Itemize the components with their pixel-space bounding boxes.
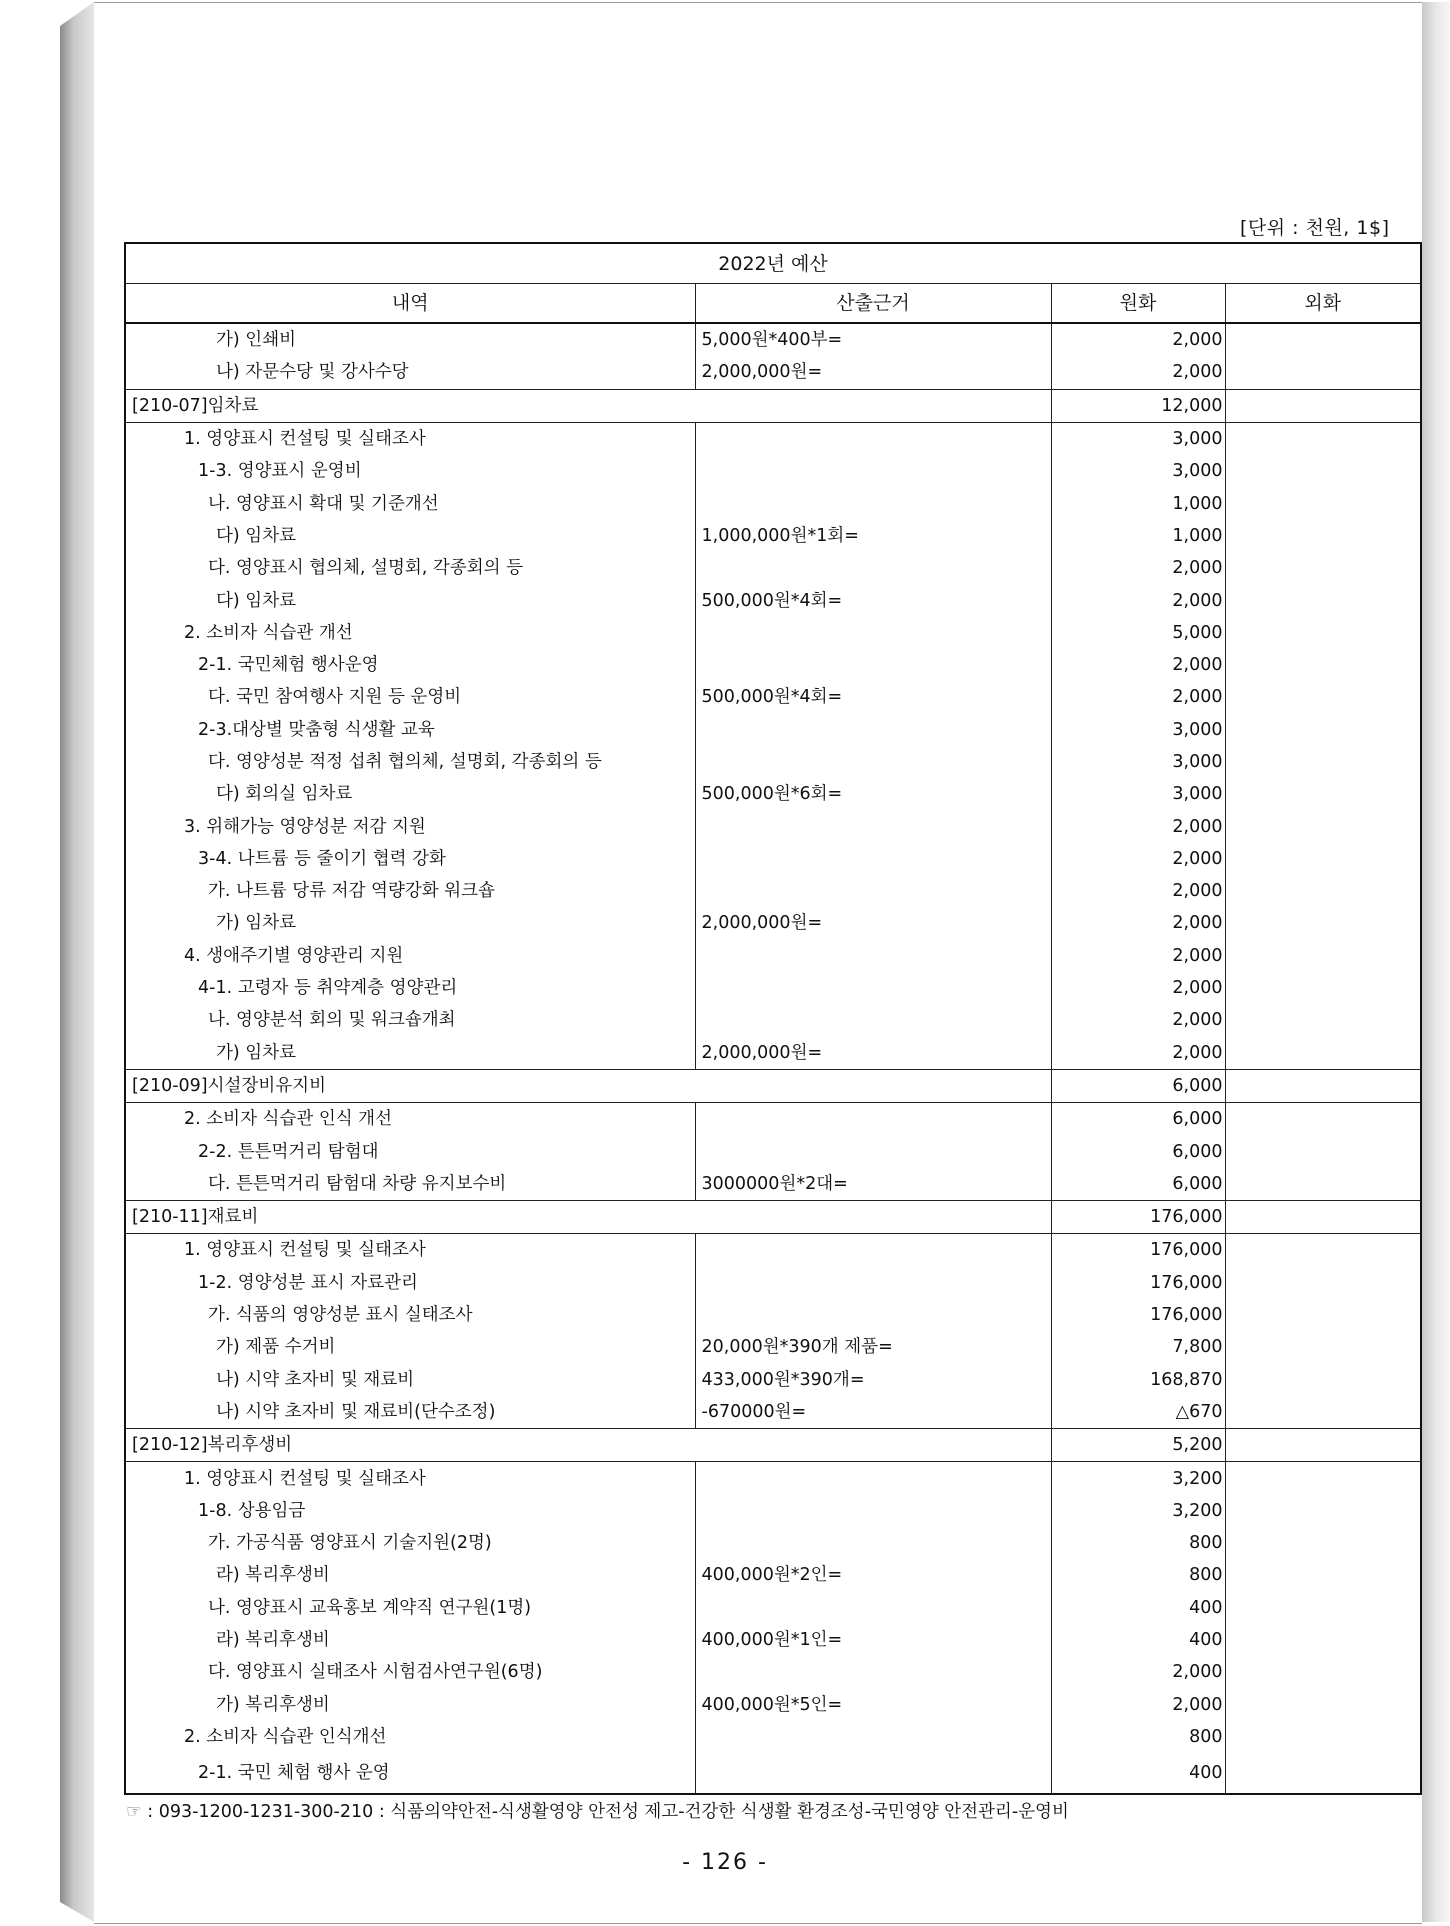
krw-amount-cell: 2,000: [1051, 1656, 1225, 1688]
table-title: 2022년 예산: [125, 243, 1421, 284]
column-header-item: 내역: [125, 284, 695, 324]
fx-amount-cell: [1225, 907, 1421, 939]
basis-cell: 20,000원*390개 제품=: [695, 1331, 1051, 1363]
fx-amount-cell: [1225, 714, 1421, 746]
table-row: [125, 1299, 1421, 1331]
basis-cell: [695, 1004, 1051, 1036]
basis-cell: 500,000원*6회=: [695, 778, 1051, 810]
krw-amount-cell: 2,000: [1051, 681, 1225, 713]
krw-amount-cell: 3,000: [1051, 746, 1225, 778]
item-cell: 다) 회의실 임차료: [125, 778, 695, 810]
basis-cell: 3000000원*2대=: [695, 1168, 1051, 1201]
krw-amount-cell: 2,000: [1051, 907, 1225, 939]
table-row: [125, 1364, 1421, 1396]
table-row: [125, 810, 1421, 842]
table-row: [125, 714, 1421, 746]
basis-cell: [695, 1721, 1051, 1753]
item-cell: 1-2. 영양성분 표시 자료관리: [125, 1267, 695, 1299]
fx-amount-cell: [1225, 1364, 1421, 1396]
fx-amount-cell: [1225, 1201, 1421, 1234]
item-cell: 나. 영양표시 교육홍보 계약직 연구원(1명): [125, 1592, 695, 1624]
section-label: [210-11]재료비: [125, 1201, 1051, 1234]
basis-cell: [695, 1135, 1051, 1167]
basis-cell: [695, 1592, 1051, 1624]
table-row: [125, 649, 1421, 681]
table-row: [125, 520, 1421, 552]
krw-amount-cell: 168,870: [1051, 1364, 1225, 1396]
fx-amount-cell: [1225, 875, 1421, 907]
fx-amount-cell: [1225, 323, 1421, 356]
fx-amount-cell: [1225, 1103, 1421, 1136]
fx-amount-cell: [1225, 552, 1421, 584]
page-number: - 126 -: [682, 1850, 768, 1875]
basis-cell: 2,000,000원=: [695, 907, 1051, 939]
krw-amount-cell: 2,000: [1051, 940, 1225, 972]
fx-amount-cell: [1225, 1495, 1421, 1527]
item-cell: 가) 제품 수거비: [125, 1331, 695, 1363]
item-cell: 2. 소비자 식습관 인식개선: [125, 1721, 695, 1753]
basis-cell: [695, 714, 1051, 746]
section-label: [210-09]시설장비유지비: [125, 1069, 1051, 1102]
column-header-krw: 원화: [1051, 284, 1225, 324]
item-cell: 1. 영양표시 컨설팅 및 실태조사: [125, 422, 695, 455]
table-row: [125, 1103, 1421, 1136]
basis-cell: [695, 1299, 1051, 1331]
item-cell: 가) 임차료: [125, 1037, 695, 1070]
basis-cell: 2,000,000원=: [695, 1037, 1051, 1070]
section-row: [125, 389, 1421, 422]
table-row: [125, 940, 1421, 972]
basis-cell: -670000원=: [695, 1396, 1051, 1429]
table-row: [125, 1331, 1421, 1363]
fx-amount-cell: [1225, 1234, 1421, 1267]
item-cell: 다. 영양표시 협의체, 설명회, 각종회의 등: [125, 552, 695, 584]
krw-amount-cell: 2,000: [1051, 875, 1225, 907]
krw-amount-cell: 400: [1051, 1592, 1225, 1624]
basis-cell: [695, 1527, 1051, 1559]
section-label: [210-07]임차료: [125, 389, 1051, 422]
basis-cell: [695, 1234, 1051, 1267]
basis-cell: [695, 1753, 1051, 1794]
fx-amount-cell: [1225, 1688, 1421, 1720]
item-cell: 가. 식품의 영양성분 표시 실태조사: [125, 1299, 695, 1331]
table-row: [125, 681, 1421, 713]
fx-amount-cell: [1225, 389, 1421, 422]
item-cell: 4. 생애주기별 영양관리 지원: [125, 940, 695, 972]
item-cell: 2. 소비자 식습관 개선: [125, 617, 695, 649]
table-row: [125, 1559, 1421, 1591]
krw-amount-cell: 3,000: [1051, 714, 1225, 746]
basis-cell: [695, 1103, 1051, 1136]
table-row: [125, 356, 1421, 389]
item-cell: 다) 임차료: [125, 520, 695, 552]
krw-amount-cell: 800: [1051, 1559, 1225, 1591]
krw-amount-cell: 2,000: [1051, 1037, 1225, 1070]
fx-amount-cell: [1225, 1656, 1421, 1688]
item-cell: 나) 자문수당 및 강사수당: [125, 356, 695, 389]
basis-cell: [695, 487, 1051, 519]
column-header-basis: 산출근거: [695, 284, 1051, 324]
table-row: [125, 907, 1421, 939]
table-row: [125, 1168, 1421, 1201]
item-cell: 3-4. 나트륨 등 줄이기 협력 강화: [125, 843, 695, 875]
krw-amount-cell: 6,000: [1051, 1069, 1225, 1102]
fx-amount-cell: [1225, 1004, 1421, 1036]
table-row: [125, 1462, 1421, 1495]
krw-amount-cell: 800: [1051, 1527, 1225, 1559]
basis-cell: [695, 1462, 1051, 1495]
basis-cell: [695, 972, 1051, 1004]
krw-amount-cell: 400: [1051, 1624, 1225, 1656]
fx-amount-cell: [1225, 1462, 1421, 1495]
fx-amount-cell: [1225, 972, 1421, 1004]
basis-cell: [695, 422, 1051, 455]
krw-amount-cell: 800: [1051, 1721, 1225, 1753]
item-cell: 2. 소비자 식습관 인식 개선: [125, 1103, 695, 1136]
item-cell: 1-8. 상용임금: [125, 1495, 695, 1527]
item-cell: 나. 영양표시 확대 및 기준개선: [125, 487, 695, 519]
table-row: [125, 1135, 1421, 1167]
item-cell: 나) 시약 초자비 및 재료비(단수조정): [125, 1396, 695, 1429]
table-row: [125, 1004, 1421, 1036]
basis-cell: 500,000원*4회=: [695, 584, 1051, 616]
table-row: [125, 1234, 1421, 1267]
table-row: [125, 1721, 1421, 1753]
krw-amount-cell: △670: [1051, 1396, 1225, 1429]
table-row: [125, 552, 1421, 584]
table-row: [125, 487, 1421, 519]
fx-amount-cell: [1225, 681, 1421, 713]
item-cell: 가) 임차료: [125, 907, 695, 939]
item-cell: 라) 복리후생비: [125, 1624, 695, 1656]
krw-amount-cell: 2,000: [1051, 972, 1225, 1004]
table-row: [125, 422, 1421, 455]
basis-cell: 433,000원*390개=: [695, 1364, 1051, 1396]
fx-amount-cell: [1225, 356, 1421, 389]
table-row: [125, 1495, 1421, 1527]
table-row: [125, 323, 1421, 356]
krw-amount-cell: 2,000: [1051, 649, 1225, 681]
table-row: [125, 1753, 1421, 1794]
krw-amount-cell: 5,200: [1051, 1429, 1225, 1462]
item-cell: 라) 복리후생비: [125, 1559, 695, 1591]
table-row: [125, 584, 1421, 616]
krw-amount-cell: 2,000: [1051, 843, 1225, 875]
table-row: [125, 843, 1421, 875]
basis-cell: 400,000원*2인=: [695, 1559, 1051, 1591]
krw-amount-cell: 6,000: [1051, 1168, 1225, 1201]
krw-amount-cell: 3,000: [1051, 778, 1225, 810]
basis-cell: 500,000원*4회=: [695, 681, 1051, 713]
fx-amount-cell: [1225, 487, 1421, 519]
item-cell: 1. 영양표시 컨설팅 및 실태조사: [125, 1462, 695, 1495]
fx-amount-cell: [1225, 1135, 1421, 1167]
krw-amount-cell: 2,000: [1051, 356, 1225, 389]
column-header-fx: 외화: [1225, 284, 1421, 324]
fx-amount-cell: [1225, 1168, 1421, 1201]
item-cell: 나) 시약 초자비 및 재료비: [125, 1364, 695, 1396]
fx-amount-cell: [1225, 649, 1421, 681]
fx-amount-cell: [1225, 1527, 1421, 1559]
item-cell: 4-1. 고령자 등 취약계층 영양관리: [125, 972, 695, 1004]
fx-amount-cell: [1225, 455, 1421, 487]
table-row: [125, 1037, 1421, 1070]
krw-amount-cell: 2,000: [1051, 810, 1225, 842]
fx-amount-cell: [1225, 520, 1421, 552]
item-cell: 다) 임차료: [125, 584, 695, 616]
table-row: [125, 617, 1421, 649]
basis-cell: 5,000원*400부=: [695, 323, 1051, 356]
krw-amount-cell: 176,000: [1051, 1234, 1225, 1267]
table-row: [125, 1267, 1421, 1299]
item-cell: 다. 영양성분 적정 섭취 협의체, 설명회, 각종회의 등: [125, 746, 695, 778]
fx-amount-cell: [1225, 778, 1421, 810]
table-row: [125, 746, 1421, 778]
fx-amount-cell: [1225, 1624, 1421, 1656]
table-row: [125, 1592, 1421, 1624]
item-cell: 2-2. 튼튼먹거리 탐험대: [125, 1135, 695, 1167]
page-binding-edge: [60, 2, 94, 1922]
basis-cell: 400,000원*5인=: [695, 1688, 1051, 1720]
table-row: [125, 778, 1421, 810]
item-cell: 2-1. 국민체험 행사운영: [125, 649, 695, 681]
fx-amount-cell: [1225, 1267, 1421, 1299]
krw-amount-cell: 12,000: [1051, 389, 1225, 422]
item-cell: 나. 영양분석 회의 및 워크숍개최: [125, 1004, 695, 1036]
fx-amount-cell: [1225, 746, 1421, 778]
fx-amount-cell: [1225, 1721, 1421, 1753]
basis-cell: [695, 1267, 1051, 1299]
section-row: [125, 1429, 1421, 1462]
krw-amount-cell: 1,000: [1051, 487, 1225, 519]
krw-amount-cell: 6,000: [1051, 1103, 1225, 1136]
krw-amount-cell: 3,200: [1051, 1495, 1225, 1527]
table-row: [125, 1396, 1421, 1429]
item-cell: 다. 튼튼먹거리 탐험대 차량 유지보수비: [125, 1168, 695, 1201]
krw-amount-cell: 2,000: [1051, 1004, 1225, 1036]
krw-amount-cell: 400: [1051, 1753, 1225, 1794]
table-row: [125, 1527, 1421, 1559]
table-row: [125, 455, 1421, 487]
item-cell: 2-3.대상별 맞춤형 식생활 교육: [125, 714, 695, 746]
krw-amount-cell: 1,000: [1051, 520, 1225, 552]
krw-amount-cell: 5,000: [1051, 617, 1225, 649]
fx-amount-cell: [1225, 617, 1421, 649]
table-row: [125, 1624, 1421, 1656]
basis-cell: 2,000,000원=: [695, 356, 1051, 389]
fx-amount-cell: [1225, 422, 1421, 455]
basis-cell: [695, 552, 1051, 584]
basis-cell: [695, 649, 1051, 681]
fx-amount-cell: [1225, 1299, 1421, 1331]
basis-cell: 1,000,000원*1회=: [695, 520, 1051, 552]
basis-cell: 400,000원*1인=: [695, 1624, 1051, 1656]
basis-cell: [695, 1495, 1051, 1527]
fx-amount-cell: [1225, 1331, 1421, 1363]
krw-amount-cell: 3,000: [1051, 422, 1225, 455]
table-row: [125, 1688, 1421, 1720]
basis-cell: [695, 940, 1051, 972]
item-cell: 다. 국민 참여행사 지원 등 운영비: [125, 681, 695, 713]
basis-cell: [695, 875, 1051, 907]
unit-label: [단위 : 천원, 1$]: [1240, 217, 1390, 239]
budget-code-footnote: [126, 1798, 1069, 1823]
fx-amount-cell: [1225, 1069, 1421, 1102]
fx-amount-cell: [1225, 843, 1421, 875]
item-cell: 가) 복리후생비: [125, 1688, 695, 1720]
basis-cell: [695, 617, 1051, 649]
section-row: [125, 1069, 1421, 1102]
krw-amount-cell: 6,000: [1051, 1135, 1225, 1167]
fx-amount-cell: [1225, 1429, 1421, 1462]
item-cell: 가) 인쇄비: [125, 323, 695, 356]
krw-amount-cell: 176,000: [1051, 1201, 1225, 1234]
krw-amount-cell: 2,000: [1051, 1688, 1225, 1720]
table-row: [125, 875, 1421, 907]
fx-amount-cell: [1225, 584, 1421, 616]
basis-cell: [695, 455, 1051, 487]
fx-amount-cell: [1225, 1592, 1421, 1624]
krw-amount-cell: 3,200: [1051, 1462, 1225, 1495]
basis-cell: [695, 843, 1051, 875]
fx-amount-cell: [1225, 940, 1421, 972]
fx-amount-cell: [1225, 1037, 1421, 1070]
fx-amount-cell: [1225, 810, 1421, 842]
page-edge-shadow: [1422, 2, 1450, 1922]
item-cell: 다. 영양표시 실태조사 시험검사연구원(6명): [125, 1656, 695, 1688]
fx-amount-cell: [1225, 1753, 1421, 1794]
fx-amount-cell: [1225, 1396, 1421, 1429]
item-cell: 가. 가공식품 영양표시 기술지원(2명): [125, 1527, 695, 1559]
section-row: [125, 1201, 1421, 1234]
item-cell: 가. 나트륨 당류 저감 역량강화 워크숍: [125, 875, 695, 907]
item-cell: 3. 위해가능 영양성분 저감 지원: [125, 810, 695, 842]
item-cell: 1-3. 영양표시 운영비: [125, 455, 695, 487]
table-body: [125, 323, 1421, 1794]
krw-amount-cell: 2,000: [1051, 584, 1225, 616]
basis-cell: [695, 810, 1051, 842]
footnote-text: : 093-1200-1231-300-210 : 식품의약안전-식생활영양 안전성 제고-건강한 식생활 환경조성-국민영양 안전관리-운영비: [147, 1802, 1069, 1822]
budget-table: [124, 242, 1422, 1795]
krw-amount-cell: 2,000: [1051, 323, 1225, 356]
basis-cell: [695, 746, 1051, 778]
krw-amount-cell: 176,000: [1051, 1267, 1225, 1299]
fx-amount-cell: [1225, 1559, 1421, 1591]
table-row: [125, 972, 1421, 1004]
pointing-hand-icon: ☞: [126, 1802, 142, 1822]
item-cell: 1. 영양표시 컨설팅 및 실태조사: [125, 1234, 695, 1267]
basis-cell: [695, 1656, 1051, 1688]
table-row: [125, 1656, 1421, 1688]
section-label: [210-12]복리후생비: [125, 1429, 1051, 1462]
item-cell: 2-1. 국민 체험 행사 운영: [125, 1753, 695, 1794]
krw-amount-cell: 7,800: [1051, 1331, 1225, 1363]
krw-amount-cell: 3,000: [1051, 455, 1225, 487]
krw-amount-cell: 176,000: [1051, 1299, 1225, 1331]
krw-amount-cell: 2,000: [1051, 552, 1225, 584]
